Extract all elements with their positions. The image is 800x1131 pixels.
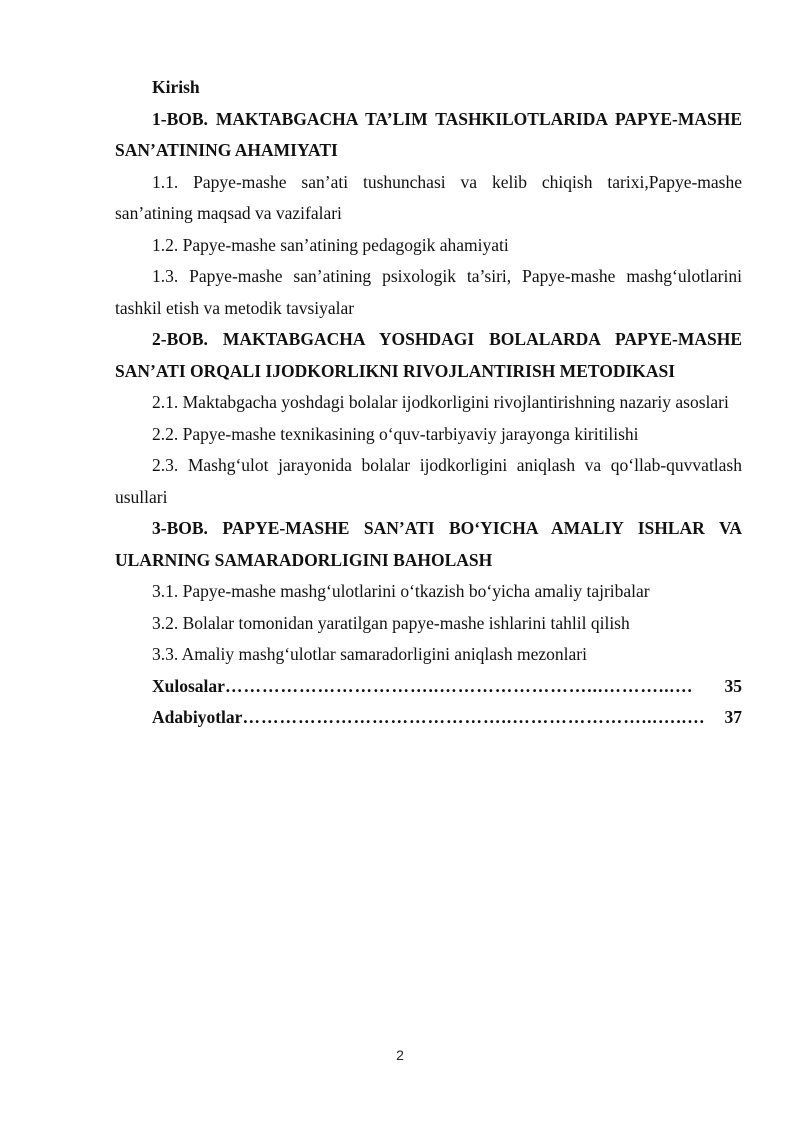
toc-intro: Kirish (152, 77, 200, 97)
toc-section-1-2: 1.2. Papye-mashe san’atining pedagogik ahamiyati (152, 234, 509, 255)
toc-chapter-1: 1-BOB. MAKTABGACHA TA’LIM TASHKILOTLARIDA PAPYE-MASHE SAN’ATINING AHAMIYATI (115, 108, 742, 160)
page-number: 2 (396, 1047, 404, 1063)
toc-references-label: Adabiyotlar (152, 707, 243, 727)
toc-section-1-1: 1.1. Papye-mashe san’ati tushunchasi va kelib chiqish tarixi,Papye-mashe san’atining maqsad va vazifalari (115, 171, 742, 223)
toc-conclusions (115, 671, 742, 703)
toc-chapter-2: 2-BOB. MAKTABGACHA YOSHDAGI BOLALARDA PAPYE-MASHE SAN’ATI ORQALI IJODKORLIKNI RIVOJLANTIRISH METODIKASI (115, 329, 742, 381)
toc-references-page: 37 (724, 707, 742, 727)
toc-section-2-3: 2.3. Mashg‘ulot jarayonida bolalar ijodkorligini aniqlash va qo‘llab-quvvatlash usullari (115, 455, 742, 507)
table-of-contents (115, 72, 742, 734)
toc-section-3-2: 3.2. Bolalar tomonidan yaratilgan papye-mashe ishlarini tahlil qilish (152, 612, 630, 633)
toc-references-dots: ……………………………………..…………………...…..… (242, 707, 706, 727)
toc-conclusions-page: 35 (724, 675, 742, 696)
toc-conclusions-dots: ……………………………..……………………...………...… (224, 675, 694, 696)
toc-references (115, 702, 742, 734)
toc-section-3-3: 3.3. Amaliy mashg‘ulotlar samaradorligini aniqlash mezonlari (152, 644, 587, 664)
toc-section-3-1: 3.1. Papye-mashe mashg‘ulotlarini o‘tkazish bo‘yicha amaliy tajribalar (152, 581, 650, 601)
toc-chapter-3: 3-BOB. PAPYE-MASHE SAN’ATI BO‘YICHA AMALIY ISHLAR VA ULARNING SAMARADORLIGINI BAHOLASH (115, 518, 742, 570)
toc-conclusions-label: Xulosalar (152, 675, 225, 696)
toc-section-2-2: 2.2. Papye-mashe texnikasining o‘quv-tarbiyaviy jarayonga kiritilishi (152, 423, 639, 444)
toc-section-1-3: 1.3. Papye-mashe san’atining psixologik ta’siri, Papye-mashe mashg‘ulotlarini tashkil etish va metodik tavsiyalar (115, 266, 742, 318)
toc-section-2-1: 2.1. Maktabgacha yoshdagi bolalar ijodkorligini rivojlantirishning nazariy asoslari (152, 392, 729, 412)
